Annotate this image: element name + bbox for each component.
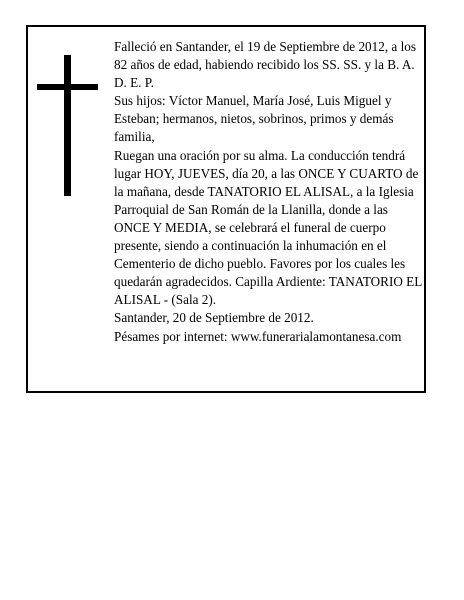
rest-in-peace: D. E. P.	[114, 75, 154, 91]
family-members: Sus hijos: Víctor Manuel, María José, Luis Miguel y Esteban; hermanos, nietos, sobrinos, primos y demás familia,	[114, 93, 394, 145]
obituary-text	[114, 38, 422, 346]
condolences-website: Pésames por internet: www.funerarialamontanesa.com	[114, 328, 402, 344]
cross-vertical-bar	[64, 55, 71, 196]
place-and-date: Santander, 20 de Septiembre de 2012.	[114, 310, 314, 326]
death-announcement: Falleció en Santander, el 19 de Septiembre de 2012, a los 82 años de edad, habiendo recibido los SS. SS. y la B. A.	[114, 39, 416, 73]
funeral-details: Ruegan una oración por su alma. La conducción tendrá lugar HOY, JUEVES, día 20, a las ONCE Y CUARTO de la mañana, desde TANATORIO EL ALISAL, a la Iglesia Parroquial de San Román de la Llanilla, donde a las ONCE Y MEDIA, se celebrará el funeral de cuerpo presente, siendo a continuación la inhumación en el Cementerio de dicho pueblo. Favores por los cuales les quedarán agradecidos. Capilla Ardiente: TANATORIO EL ALISAL - (Sala 2).	[114, 147, 422, 308]
cross-horizontal-bar	[37, 84, 98, 90]
